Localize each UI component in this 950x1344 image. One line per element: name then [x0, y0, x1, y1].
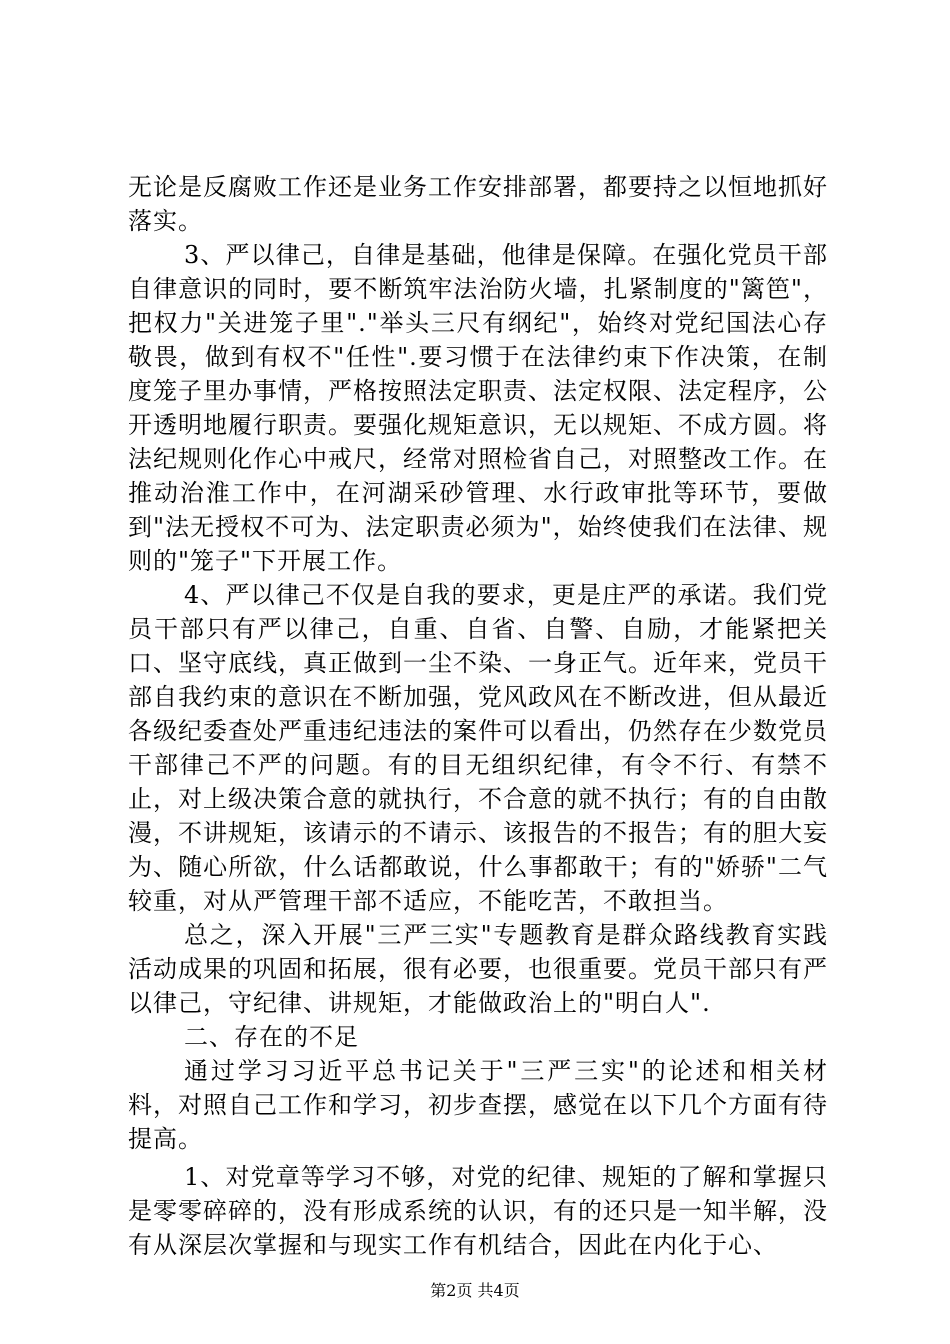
paragraph-shortcomings-intro: 通过学习习近平总书记关于"三严三实"的论述和相关材料，对照自己工作和学习，初步查摆，感觉在以下几个方面有待提高。 — [128, 1057, 828, 1153]
paragraph-point-3: 3、严以律己，自律是基础，他律是保障。在强化党员干部自律意识的同时，要不断筑牢法治防火墙，扎紧制度的"篱笆"，把权力"关进笼子里"."举头三尺有纲纪"，始终对党纪国法心存敬畏，做到有权不"任性".要习惯于在法律约束下作决策，在制度笼子里办事情，严格按照法定职责、法定权限、法定程序，公开透明地履行职责。要强化规矩意识，无以规矩、不成方圆。将法纪规则化作心中戒尺，经常对照检省自己，对照整改工作。在推动治淮工作中，在河湖采砂管理、水行政审批等环节，要做到"法无授权不可为、法定职责必须为"，始终使我们在法律、规则的"笼子"下开展工作。 — [128, 241, 828, 575]
paragraph-continuation: 无论是反腐败工作还是业务工作安排部署，都要持之以恒地抓好落实。 — [128, 173, 828, 235]
paragraph-shortcoming-1: 1、对党章等学习不够，对党的纪律、规矩的了解和掌握只是零零碎碎的，没有形成系统的认识，有的还只是一知半解，没有从深层次掌握和与现实工作有机结合，因此在内化于心、 — [128, 1163, 828, 1259]
page-footer: 第2页 共4页 — [430, 1281, 520, 1300]
document-body — [128, 170, 828, 1262]
section-heading-shortcomings: 二、存在的不足 — [184, 1023, 359, 1051]
paragraph-summary: 总之，深入开展"三严三实"专题教育是群众路线教育实践活动成果的巩固和拓展，很有必要，也很重要。党员干部只有严以律己，守纪律、讲规矩，才能做政治上的"明白人". — [128, 921, 828, 1017]
paragraph-point-4: 4、严以律己不仅是自我的要求，更是庄严的承诺。我们党员干部只有严以律己，自重、自省、自警、自励，才能紧把关口、坚守底线，真正做到一尘不染、一身正气。近年来，党员干部自我约束的意识在不断加强，党风政风在不断改进，但从最近各级纪委查处严重违纪违法的案件可以看出，仍然存在少数党员干部律己不严的问题。有的目无组织纪律，有令不行、有禁不止，对上级决策合意的就执行，不合意的就不执行；有的自由散漫，不讲规矩，该请示的不请示、该报告的不报告；有的胆大妄为、随心所欲，什么话都敢说，什么事都敢干；有的"娇骄"二气较重，对从严管理干部不适应，不能吃苦，不敢担当。 — [128, 581, 828, 915]
